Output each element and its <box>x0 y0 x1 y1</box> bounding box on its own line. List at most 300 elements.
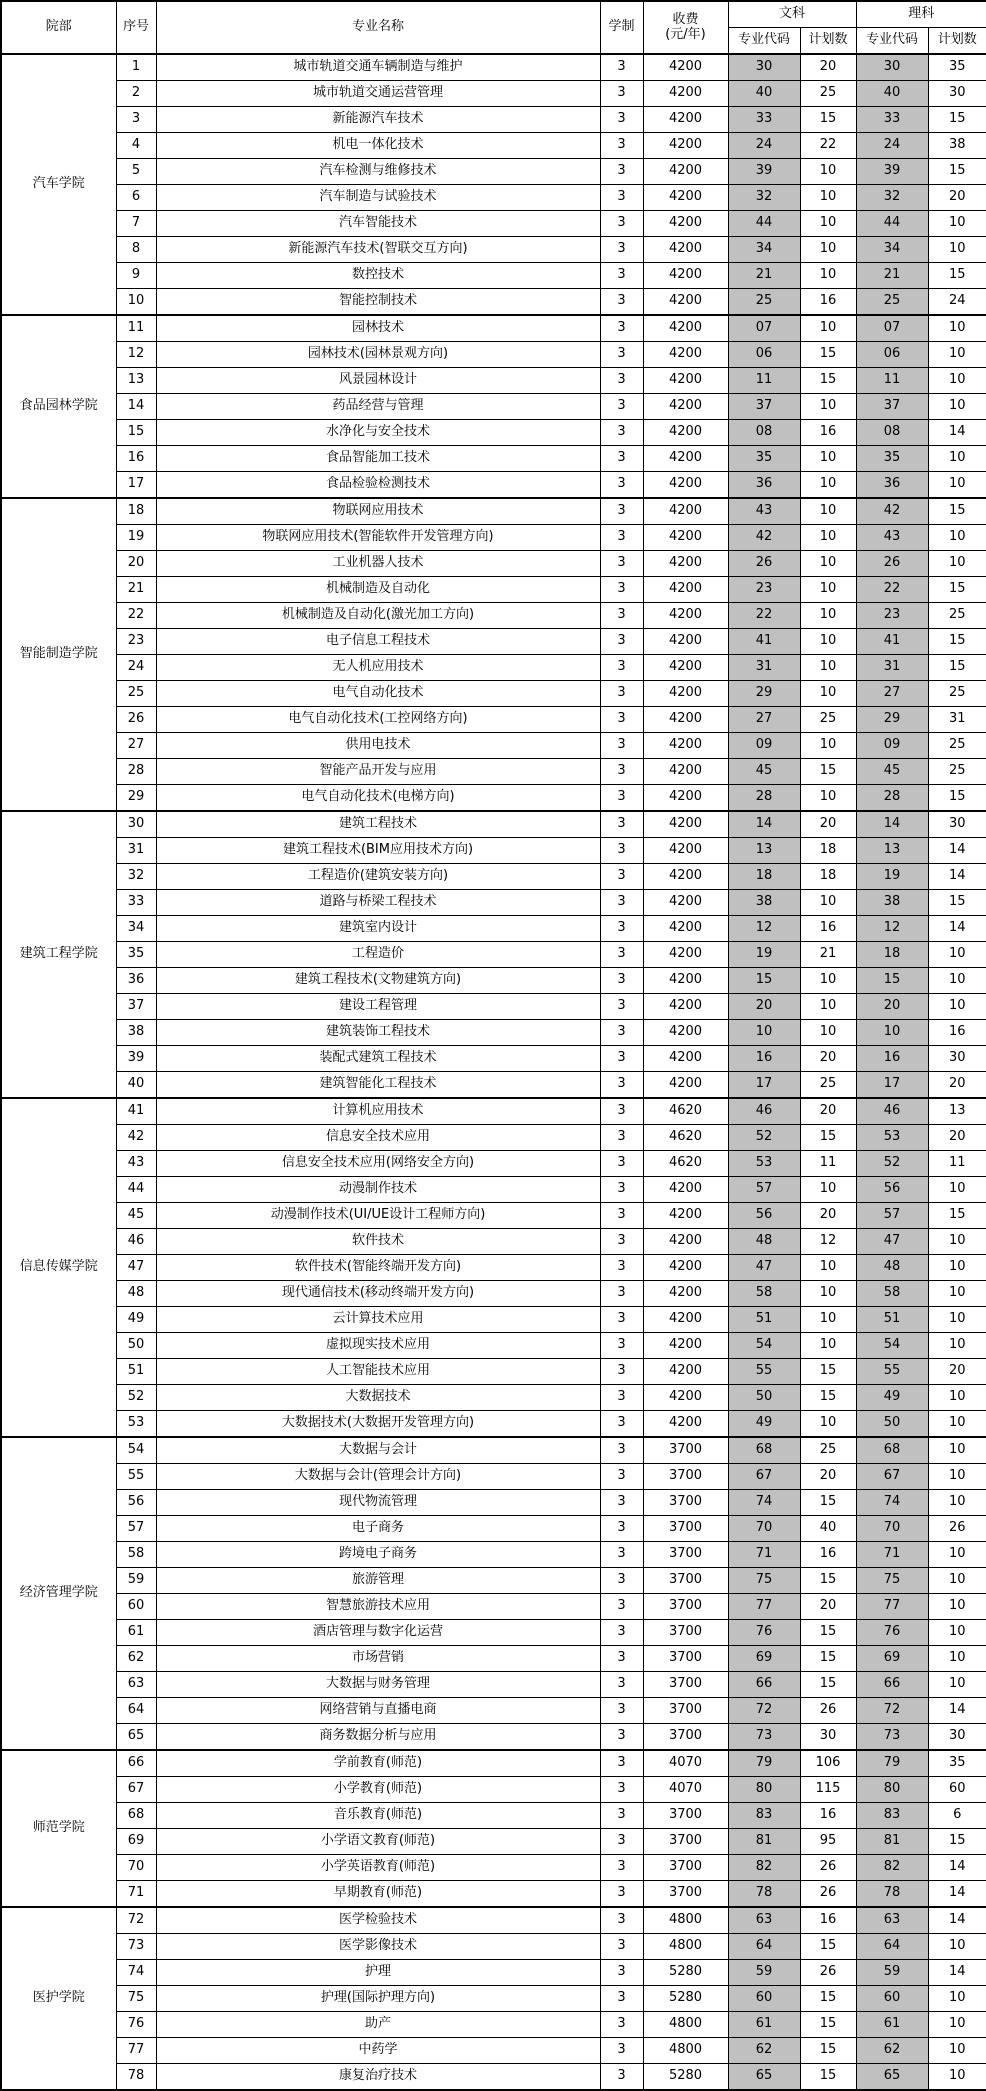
fee-cell: 3700 <box>643 1829 728 1855</box>
major-name-cell: 园林技术(园林景观方向) <box>156 342 600 368</box>
table-row <box>1 1281 986 1307</box>
table-row <box>1 1411 986 1438</box>
major-name-cell: 跨境电子商务 <box>156 1542 600 1568</box>
like-code-cell: 78 <box>856 1881 928 1908</box>
wenke-plan-cell: 15 <box>800 1385 856 1411</box>
serial-cell: 48 <box>116 1281 156 1307</box>
years-cell: 3 <box>600 1698 643 1724</box>
wenke-plan-cell: 10 <box>800 629 856 655</box>
years-cell: 3 <box>600 551 643 577</box>
fee-cell: 4800 <box>643 2012 728 2038</box>
wenke-plan-cell: 15 <box>800 1672 856 1698</box>
major-name-cell: 城市轨道交通车辆制造与维护 <box>156 54 600 81</box>
serial-cell: 33 <box>116 890 156 916</box>
serial-cell: 57 <box>116 1516 156 1542</box>
wenke-plan-cell: 26 <box>800 1698 856 1724</box>
wenke-code-cell: 58 <box>728 1281 800 1307</box>
table-row <box>1 551 986 577</box>
fee-cell: 4200 <box>643 1229 728 1255</box>
fee-cell: 5280 <box>643 1960 728 1986</box>
like-code-cell: 79 <box>856 1750 928 1777</box>
fee-cell: 4200 <box>643 1177 728 1203</box>
major-name-cell: 汽车智能技术 <box>156 211 600 237</box>
like-plan-cell: 15 <box>928 655 986 681</box>
years-cell: 3 <box>600 237 643 263</box>
serial-cell: 49 <box>116 1307 156 1333</box>
major-name-cell: 小学教育(师范) <box>156 1777 600 1803</box>
wenke-plan-cell: 10 <box>800 498 856 525</box>
wenke-plan-cell: 21 <box>800 942 856 968</box>
table-row <box>1 1229 986 1255</box>
years-cell: 3 <box>600 1437 643 1464</box>
wenke-plan-cell: 15 <box>800 1125 856 1151</box>
header-wenke-group: 文科 <box>728 1 856 28</box>
table-row <box>1 1098 986 1125</box>
fee-cell: 4200 <box>643 342 728 368</box>
like-plan-cell: 25 <box>928 759 986 785</box>
wenke-code-cell: 40 <box>728 81 800 107</box>
table-row <box>1 1724 986 1751</box>
like-plan-cell: 10 <box>928 994 986 1020</box>
years-cell: 3 <box>600 1020 643 1046</box>
department-cell: 医护学院 <box>1 1907 116 2090</box>
major-name-cell: 信息安全技术应用(网络安全方向) <box>156 1151 600 1177</box>
table-row <box>1 603 986 629</box>
like-plan-cell: 25 <box>928 603 986 629</box>
like-plan-cell: 10 <box>928 1646 986 1672</box>
fee-cell: 4200 <box>643 1203 728 1229</box>
serial-cell: 77 <box>116 2038 156 2064</box>
major-name-cell: 虚拟现实技术应用 <box>156 1333 600 1359</box>
major-name-cell: 音乐教育(师范) <box>156 1803 600 1829</box>
major-name-cell: 工程造价(建筑安装方向) <box>156 864 600 890</box>
years-cell: 3 <box>600 498 643 525</box>
like-plan-cell: 14 <box>928 1698 986 1724</box>
table-row <box>1 1020 986 1046</box>
wenke-code-cell: 81 <box>728 1829 800 1855</box>
years-cell: 3 <box>600 2012 643 2038</box>
table-row <box>1 916 986 942</box>
wenke-plan-cell: 10 <box>800 315 856 342</box>
serial-cell: 39 <box>116 1046 156 1072</box>
serial-cell: 58 <box>116 1542 156 1568</box>
wenke-plan-cell: 15 <box>800 1986 856 2012</box>
like-code-cell: 09 <box>856 733 928 759</box>
years-cell: 3 <box>600 211 643 237</box>
years-cell: 3 <box>600 1098 643 1125</box>
wenke-plan-cell: 10 <box>800 994 856 1020</box>
years-cell: 3 <box>600 525 643 551</box>
major-name-cell: 康复治疗技术 <box>156 2064 600 2091</box>
fee-cell: 3700 <box>643 1620 728 1646</box>
serial-cell: 70 <box>116 1855 156 1881</box>
serial-cell: 20 <box>116 551 156 577</box>
department-cell: 建筑工程学院 <box>1 811 116 1098</box>
wenke-plan-cell: 15 <box>800 107 856 133</box>
like-code-cell: 07 <box>856 315 928 342</box>
wenke-code-cell: 75 <box>728 1568 800 1594</box>
wenke-plan-cell: 30 <box>800 1724 856 1751</box>
like-plan-cell: 60 <box>928 1777 986 1803</box>
fee-cell: 4200 <box>643 394 728 420</box>
major-name-cell: 智能控制技术 <box>156 289 600 316</box>
serial-cell: 40 <box>116 1072 156 1099</box>
major-name-cell: 无人机应用技术 <box>156 655 600 681</box>
wenke-code-cell: 37 <box>728 394 800 420</box>
like-code-cell: 71 <box>856 1542 928 1568</box>
table-row <box>1 368 986 394</box>
major-name-cell: 汽车检测与维修技术 <box>156 159 600 185</box>
like-code-cell: 41 <box>856 629 928 655</box>
wenke-code-cell: 24 <box>728 133 800 159</box>
like-code-cell: 30 <box>856 54 928 81</box>
like-plan-cell: 30 <box>928 1046 986 1072</box>
years-cell: 3 <box>600 472 643 499</box>
wenke-code-cell: 32 <box>728 185 800 211</box>
wenke-code-cell: 66 <box>728 1672 800 1698</box>
years-cell: 3 <box>600 446 643 472</box>
table-row <box>1 1855 986 1881</box>
major-name-cell: 软件技术(智能终端开发方向) <box>156 1255 600 1281</box>
like-plan-cell: 38 <box>928 133 986 159</box>
years-cell: 3 <box>600 1464 643 1490</box>
years-cell: 3 <box>600 420 643 446</box>
major-name-cell: 智慧旅游技术应用 <box>156 1594 600 1620</box>
major-name-cell: 供用电技术 <box>156 733 600 759</box>
like-code-cell: 66 <box>856 1672 928 1698</box>
years-cell: 3 <box>600 811 643 838</box>
wenke-code-cell: 80 <box>728 1777 800 1803</box>
years-cell: 3 <box>600 1072 643 1099</box>
like-plan-cell: 10 <box>928 1568 986 1594</box>
like-code-cell: 23 <box>856 603 928 629</box>
major-name-cell: 建筑装饰工程技术 <box>156 1020 600 1046</box>
fee-cell: 5280 <box>643 2064 728 2091</box>
serial-cell: 2 <box>116 81 156 107</box>
years-cell: 3 <box>600 342 643 368</box>
wenke-plan-cell: 16 <box>800 1803 856 1829</box>
wenke-code-cell: 25 <box>728 289 800 316</box>
like-plan-cell: 20 <box>928 1125 986 1151</box>
wenke-plan-cell: 115 <box>800 1777 856 1803</box>
major-name-cell: 水净化与安全技术 <box>156 420 600 446</box>
table-row <box>1 2012 986 2038</box>
wenke-plan-cell: 10 <box>800 525 856 551</box>
like-plan-cell: 14 <box>928 1960 986 1986</box>
serial-cell: 34 <box>116 916 156 942</box>
major-name-cell: 建筑智能化工程技术 <box>156 1072 600 1099</box>
wenke-code-cell: 65 <box>728 2064 800 2091</box>
like-plan-cell: 10 <box>928 1307 986 1333</box>
wenke-code-cell: 45 <box>728 759 800 785</box>
like-plan-cell: 20 <box>928 1072 986 1099</box>
like-code-cell: 49 <box>856 1385 928 1411</box>
wenke-plan-cell: 18 <box>800 864 856 890</box>
years-cell: 3 <box>600 2038 643 2064</box>
like-code-cell: 12 <box>856 916 928 942</box>
wenke-code-cell: 62 <box>728 2038 800 2064</box>
header-wenke-plan: 计划数 <box>800 28 856 55</box>
serial-cell: 54 <box>116 1437 156 1464</box>
serial-cell: 78 <box>116 2064 156 2091</box>
like-plan-cell: 25 <box>928 681 986 707</box>
wenke-code-cell: 06 <box>728 342 800 368</box>
wenke-code-cell: 20 <box>728 994 800 1020</box>
wenke-code-cell: 77 <box>728 1594 800 1620</box>
wenke-code-cell: 61 <box>728 2012 800 2038</box>
table-row <box>1 1437 986 1464</box>
wenke-code-cell: 17 <box>728 1072 800 1099</box>
like-code-cell: 81 <box>856 1829 928 1855</box>
like-plan-cell: 20 <box>928 185 986 211</box>
serial-cell: 15 <box>116 420 156 446</box>
major-name-cell: 物联网应用技术 <box>156 498 600 525</box>
like-plan-cell: 15 <box>928 1203 986 1229</box>
like-plan-cell: 6 <box>928 1803 986 1829</box>
like-code-cell: 80 <box>856 1777 928 1803</box>
wenke-plan-cell: 10 <box>800 577 856 603</box>
like-plan-cell: 35 <box>928 1750 986 1777</box>
years-cell: 3 <box>600 629 643 655</box>
wenke-plan-cell: 10 <box>800 237 856 263</box>
serial-cell: 27 <box>116 733 156 759</box>
like-code-cell: 82 <box>856 1855 928 1881</box>
table-row <box>1 1750 986 1777</box>
like-code-cell: 22 <box>856 577 928 603</box>
fee-cell: 4200 <box>643 890 728 916</box>
years-cell: 3 <box>600 1125 643 1151</box>
major-name-cell: 酒店管理与数字化运营 <box>156 1620 600 1646</box>
wenke-plan-cell: 25 <box>800 707 856 733</box>
wenke-code-cell: 76 <box>728 1620 800 1646</box>
years-cell: 3 <box>600 1255 643 1281</box>
major-name-cell: 旅游管理 <box>156 1568 600 1594</box>
major-name-cell: 城市轨道交通运营管理 <box>156 81 600 107</box>
wenke-code-cell: 11 <box>728 368 800 394</box>
serial-cell: 18 <box>116 498 156 525</box>
years-cell: 3 <box>600 733 643 759</box>
table-row <box>1 1568 986 1594</box>
fee-cell: 3700 <box>643 1724 728 1751</box>
header-fee-line1: 收费 <box>672 12 699 28</box>
like-plan-cell: 25 <box>928 733 986 759</box>
header-department: 院部 <box>1 1 116 54</box>
table-row <box>1 968 986 994</box>
fee-cell: 4200 <box>643 159 728 185</box>
wenke-plan-cell: 25 <box>800 1437 856 1464</box>
table-row <box>1 681 986 707</box>
fee-cell: 4070 <box>643 1777 728 1803</box>
wenke-code-cell: 23 <box>728 577 800 603</box>
table-row <box>1 733 986 759</box>
wenke-code-cell: 64 <box>728 1934 800 1960</box>
fee-cell: 4200 <box>643 655 728 681</box>
serial-cell: 37 <box>116 994 156 1020</box>
like-code-cell: 26 <box>856 551 928 577</box>
major-name-cell: 医学检验技术 <box>156 1907 600 1934</box>
years-cell: 3 <box>600 785 643 812</box>
like-code-cell: 47 <box>856 1229 928 1255</box>
wenke-code-cell: 54 <box>728 1333 800 1359</box>
years-cell: 3 <box>600 1855 643 1881</box>
wenke-plan-cell: 10 <box>800 1020 856 1046</box>
wenke-plan-cell: 15 <box>800 1359 856 1385</box>
wenke-plan-cell: 20 <box>800 811 856 838</box>
wenke-plan-cell: 15 <box>800 368 856 394</box>
wenke-plan-cell: 20 <box>800 54 856 81</box>
years-cell: 3 <box>600 1986 643 2012</box>
fee-cell: 4200 <box>643 811 728 838</box>
wenke-plan-cell: 10 <box>800 446 856 472</box>
wenke-plan-cell: 25 <box>800 1072 856 1099</box>
wenke-plan-cell: 10 <box>800 159 856 185</box>
like-plan-cell: 10 <box>928 1542 986 1568</box>
wenke-code-cell: 55 <box>728 1359 800 1385</box>
serial-cell: 30 <box>116 811 156 838</box>
wenke-plan-cell: 15 <box>800 2064 856 2091</box>
header-wenke-code: 专业代码 <box>728 28 800 55</box>
like-code-cell: 75 <box>856 1568 928 1594</box>
years-cell: 3 <box>600 315 643 342</box>
like-plan-cell: 10 <box>928 1411 986 1438</box>
wenke-plan-cell: 18 <box>800 838 856 864</box>
header-years: 学制 <box>600 1 643 54</box>
fee-cell: 3700 <box>643 1698 728 1724</box>
wenke-plan-cell: 15 <box>800 1934 856 1960</box>
like-plan-cell: 10 <box>928 1333 986 1359</box>
years-cell: 3 <box>600 133 643 159</box>
years-cell: 3 <box>600 1881 643 1908</box>
years-cell: 3 <box>600 394 643 420</box>
years-cell: 3 <box>600 1750 643 1777</box>
table-row <box>1 498 986 525</box>
like-plan-cell: 10 <box>928 1229 986 1255</box>
major-name-cell: 新能源汽车技术 <box>156 107 600 133</box>
like-plan-cell: 10 <box>928 525 986 551</box>
serial-cell: 75 <box>116 1986 156 2012</box>
like-plan-cell: 10 <box>928 1672 986 1698</box>
years-cell: 3 <box>600 289 643 316</box>
table-row <box>1 577 986 603</box>
table-row <box>1 1203 986 1229</box>
like-code-cell: 20 <box>856 994 928 1020</box>
major-name-cell: 园林技术 <box>156 315 600 342</box>
like-code-cell: 83 <box>856 1803 928 1829</box>
major-name-cell: 机械制造及自动化 <box>156 577 600 603</box>
fee-cell: 4200 <box>643 707 728 733</box>
serial-cell: 38 <box>116 1020 156 1046</box>
serial-cell: 3 <box>116 107 156 133</box>
like-plan-cell: 14 <box>928 1907 986 1934</box>
major-name-cell: 建筑工程技术 <box>156 811 600 838</box>
like-code-cell: 45 <box>856 759 928 785</box>
wenke-code-cell: 63 <box>728 1907 800 1934</box>
wenke-plan-cell: 15 <box>800 1646 856 1672</box>
like-code-cell: 13 <box>856 838 928 864</box>
like-plan-cell: 30 <box>928 1724 986 1751</box>
wenke-code-cell: 22 <box>728 603 800 629</box>
major-name-cell: 物联网应用技术(智能软件开发管理方向) <box>156 525 600 551</box>
like-code-cell: 24 <box>856 133 928 159</box>
wenke-plan-cell: 20 <box>800 1594 856 1620</box>
wenke-plan-cell: 10 <box>800 1177 856 1203</box>
years-cell: 3 <box>600 864 643 890</box>
like-plan-cell: 10 <box>928 942 986 968</box>
years-cell: 3 <box>600 2064 643 2091</box>
serial-cell: 72 <box>116 1907 156 1934</box>
wenke-code-cell: 56 <box>728 1203 800 1229</box>
wenke-code-cell: 43 <box>728 498 800 525</box>
like-code-cell: 18 <box>856 942 928 968</box>
years-cell: 3 <box>600 1046 643 1072</box>
major-name-cell: 护理 <box>156 1960 600 1986</box>
like-plan-cell: 10 <box>928 1934 986 1960</box>
serial-cell: 14 <box>116 394 156 420</box>
serial-cell: 69 <box>116 1829 156 1855</box>
wenke-code-cell: 21 <box>728 263 800 289</box>
table-row <box>1 759 986 785</box>
serial-cell: 8 <box>116 237 156 263</box>
wenke-code-cell: 69 <box>728 1646 800 1672</box>
major-name-cell: 装配式建筑工程技术 <box>156 1046 600 1072</box>
wenke-code-cell: 38 <box>728 890 800 916</box>
like-plan-cell: 10 <box>928 1255 986 1281</box>
years-cell: 3 <box>600 681 643 707</box>
major-name-cell: 电气自动化技术(工控网络方向) <box>156 707 600 733</box>
like-plan-cell: 15 <box>928 498 986 525</box>
wenke-code-cell: 73 <box>728 1724 800 1751</box>
table-row <box>1 342 986 368</box>
major-name-cell: 云计算技术应用 <box>156 1307 600 1333</box>
like-code-cell: 11 <box>856 368 928 394</box>
years-cell: 3 <box>600 1542 643 1568</box>
years-cell: 3 <box>600 263 643 289</box>
department-cell: 智能制造学院 <box>1 498 116 811</box>
fee-cell: 4200 <box>643 1359 728 1385</box>
wenke-plan-cell: 16 <box>800 916 856 942</box>
major-name-cell: 建筑工程技术(文物建筑方向) <box>156 968 600 994</box>
wenke-code-cell: 26 <box>728 551 800 577</box>
serial-cell: 44 <box>116 1177 156 1203</box>
wenke-code-cell: 70 <box>728 1516 800 1542</box>
table-row <box>1 1672 986 1698</box>
wenke-plan-cell: 15 <box>800 1568 856 1594</box>
like-code-cell: 43 <box>856 525 928 551</box>
years-cell: 3 <box>600 707 643 733</box>
fee-cell: 3700 <box>643 1437 728 1464</box>
wenke-code-cell: 30 <box>728 54 800 81</box>
like-code-cell: 54 <box>856 1333 928 1359</box>
years-cell: 3 <box>600 185 643 211</box>
years-cell: 3 <box>600 1907 643 1934</box>
like-plan-cell: 10 <box>928 211 986 237</box>
wenke-code-cell: 18 <box>728 864 800 890</box>
like-code-cell: 69 <box>856 1646 928 1672</box>
like-plan-cell: 10 <box>928 551 986 577</box>
department-cell: 经济管理学院 <box>1 1437 116 1750</box>
like-plan-cell: 20 <box>928 1359 986 1385</box>
serial-cell: 46 <box>116 1229 156 1255</box>
wenke-code-cell: 14 <box>728 811 800 838</box>
wenke-code-cell: 53 <box>728 1151 800 1177</box>
major-name-cell: 护理(国际护理方向) <box>156 1986 600 2012</box>
wenke-code-cell: 67 <box>728 1464 800 1490</box>
fee-cell: 4200 <box>643 498 728 525</box>
fee-cell: 4200 <box>643 1072 728 1099</box>
serial-cell: 63 <box>116 1672 156 1698</box>
major-name-cell: 电气自动化技术(电梯方向) <box>156 785 600 812</box>
fee-cell: 4200 <box>643 54 728 81</box>
